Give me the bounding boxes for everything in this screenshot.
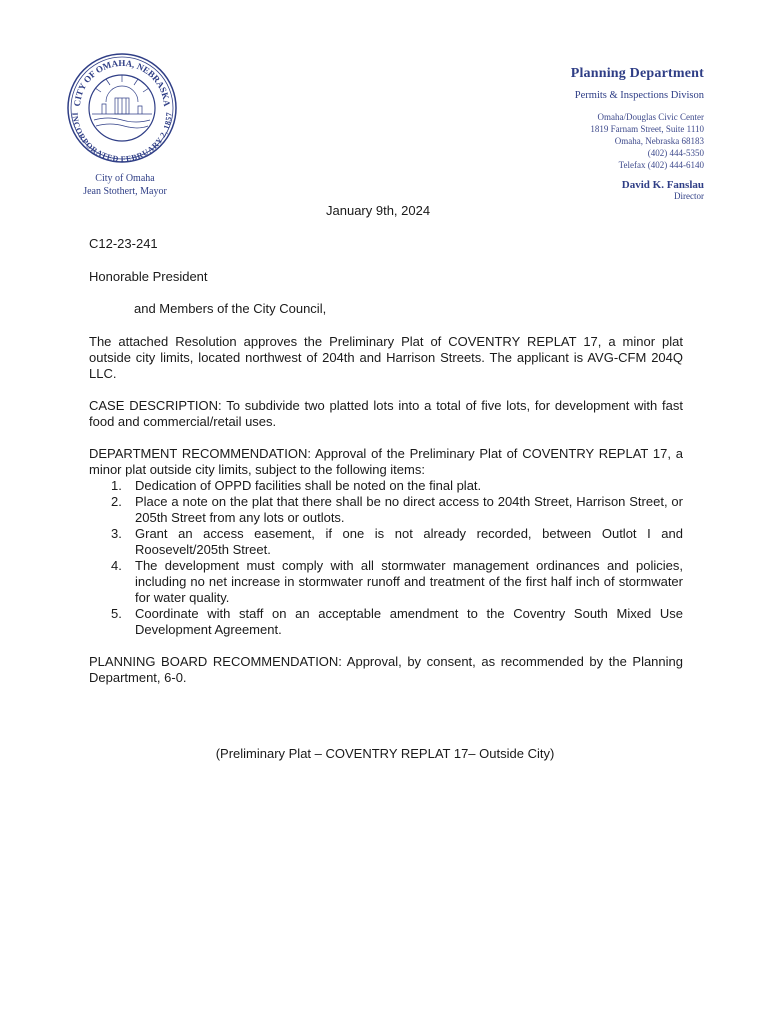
director-name: David K. Fanslau: [621, 179, 704, 191]
list-item: 1. Dedication of OPPD facilities shall be noted on the final plat.: [111, 478, 482, 493]
department-address: [464, 111, 704, 171]
address-line: Omaha/Douglas Civic Center: [597, 112, 704, 122]
city-seal-icon: [66, 52, 178, 164]
department-recommendation: DEPARTMENT RECOMMENDATION: Approval of the Preliminary Plat of COVENTRY REPLAT 17, a minor plat outside city limits, subject to the following items:: [89, 446, 683, 477]
phone-line: (402) 444-5350: [647, 148, 704, 158]
city-seal: [66, 52, 178, 164]
list-item: 4. The development must comply with all stormwater management ordinances and policies, including no net increase in stormwater runoff and treatment of the first half inch of stormwater for water quality.: [111, 558, 683, 605]
address-line: Omaha, Nebraska 68183: [614, 136, 704, 146]
fax-line: Telefax (402) 444-6140: [618, 160, 704, 170]
mayor-name: Jean Stothert, Mayor: [83, 186, 167, 197]
list-item: 2. Place a note on the plat that there shall be no direct access to 204th Street, Harrison Street, or 205th Street from any lots or outlots.: [111, 494, 683, 525]
planning-board-recommendation: PLANNING BOARD RECOMMENDATION: Approval, by consent, as recommended by the Planning Department, 6-0.: [89, 654, 683, 685]
plat-caption: (Preliminary Plat – COVENTRY REPLAT 17– Outside City): [215, 746, 555, 761]
list-item: 3. Grant an access easement, if one is not already recorded, between Outlot I and Roosevelt/205th Street.: [111, 526, 683, 557]
department-block: [464, 66, 704, 201]
conditions-list: [89, 478, 683, 638]
division-name: Permits & Inspections Divison: [574, 90, 704, 101]
case-number: C12-23-241: [89, 236, 158, 251]
case-description: CASE DESCRIPTION: To subdivide two platted lots into a total of five lots, for development with fast food and commercial/retail uses.: [89, 398, 683, 429]
salutation: Honorable President: [89, 269, 208, 284]
intro-paragraph: The attached Resolution approves the Preliminary Plat of COVENTRY REPLAT 17, a minor plat outside city limits, located northwest of 204th and Harrison Streets. The applicant is AVG-CFM 204Q LLC.: [89, 334, 683, 381]
mayor-block: [40, 172, 210, 198]
seal-bottom-text: INCORPORATED FEBRUARY 2, 1857: [70, 112, 174, 164]
letter-body: [89, 236, 683, 702]
letter-date: January 9th, 2024: [326, 203, 431, 218]
salutation-continued: and Members of the City Council,: [134, 301, 327, 316]
seal-top-text: CITY OF OMAHA, NEBRASKA: [71, 57, 173, 107]
address-line: 1819 Farnam Street, Suite 1110: [590, 124, 704, 134]
director-title: Director: [674, 191, 704, 201]
list-item: 5. Coordinate with staff on an acceptable amendment to the Coventry South Mixed Use Development Agreement.: [111, 606, 683, 637]
department-name: Planning Department: [570, 66, 704, 81]
city-name: City of Omaha: [95, 173, 155, 184]
